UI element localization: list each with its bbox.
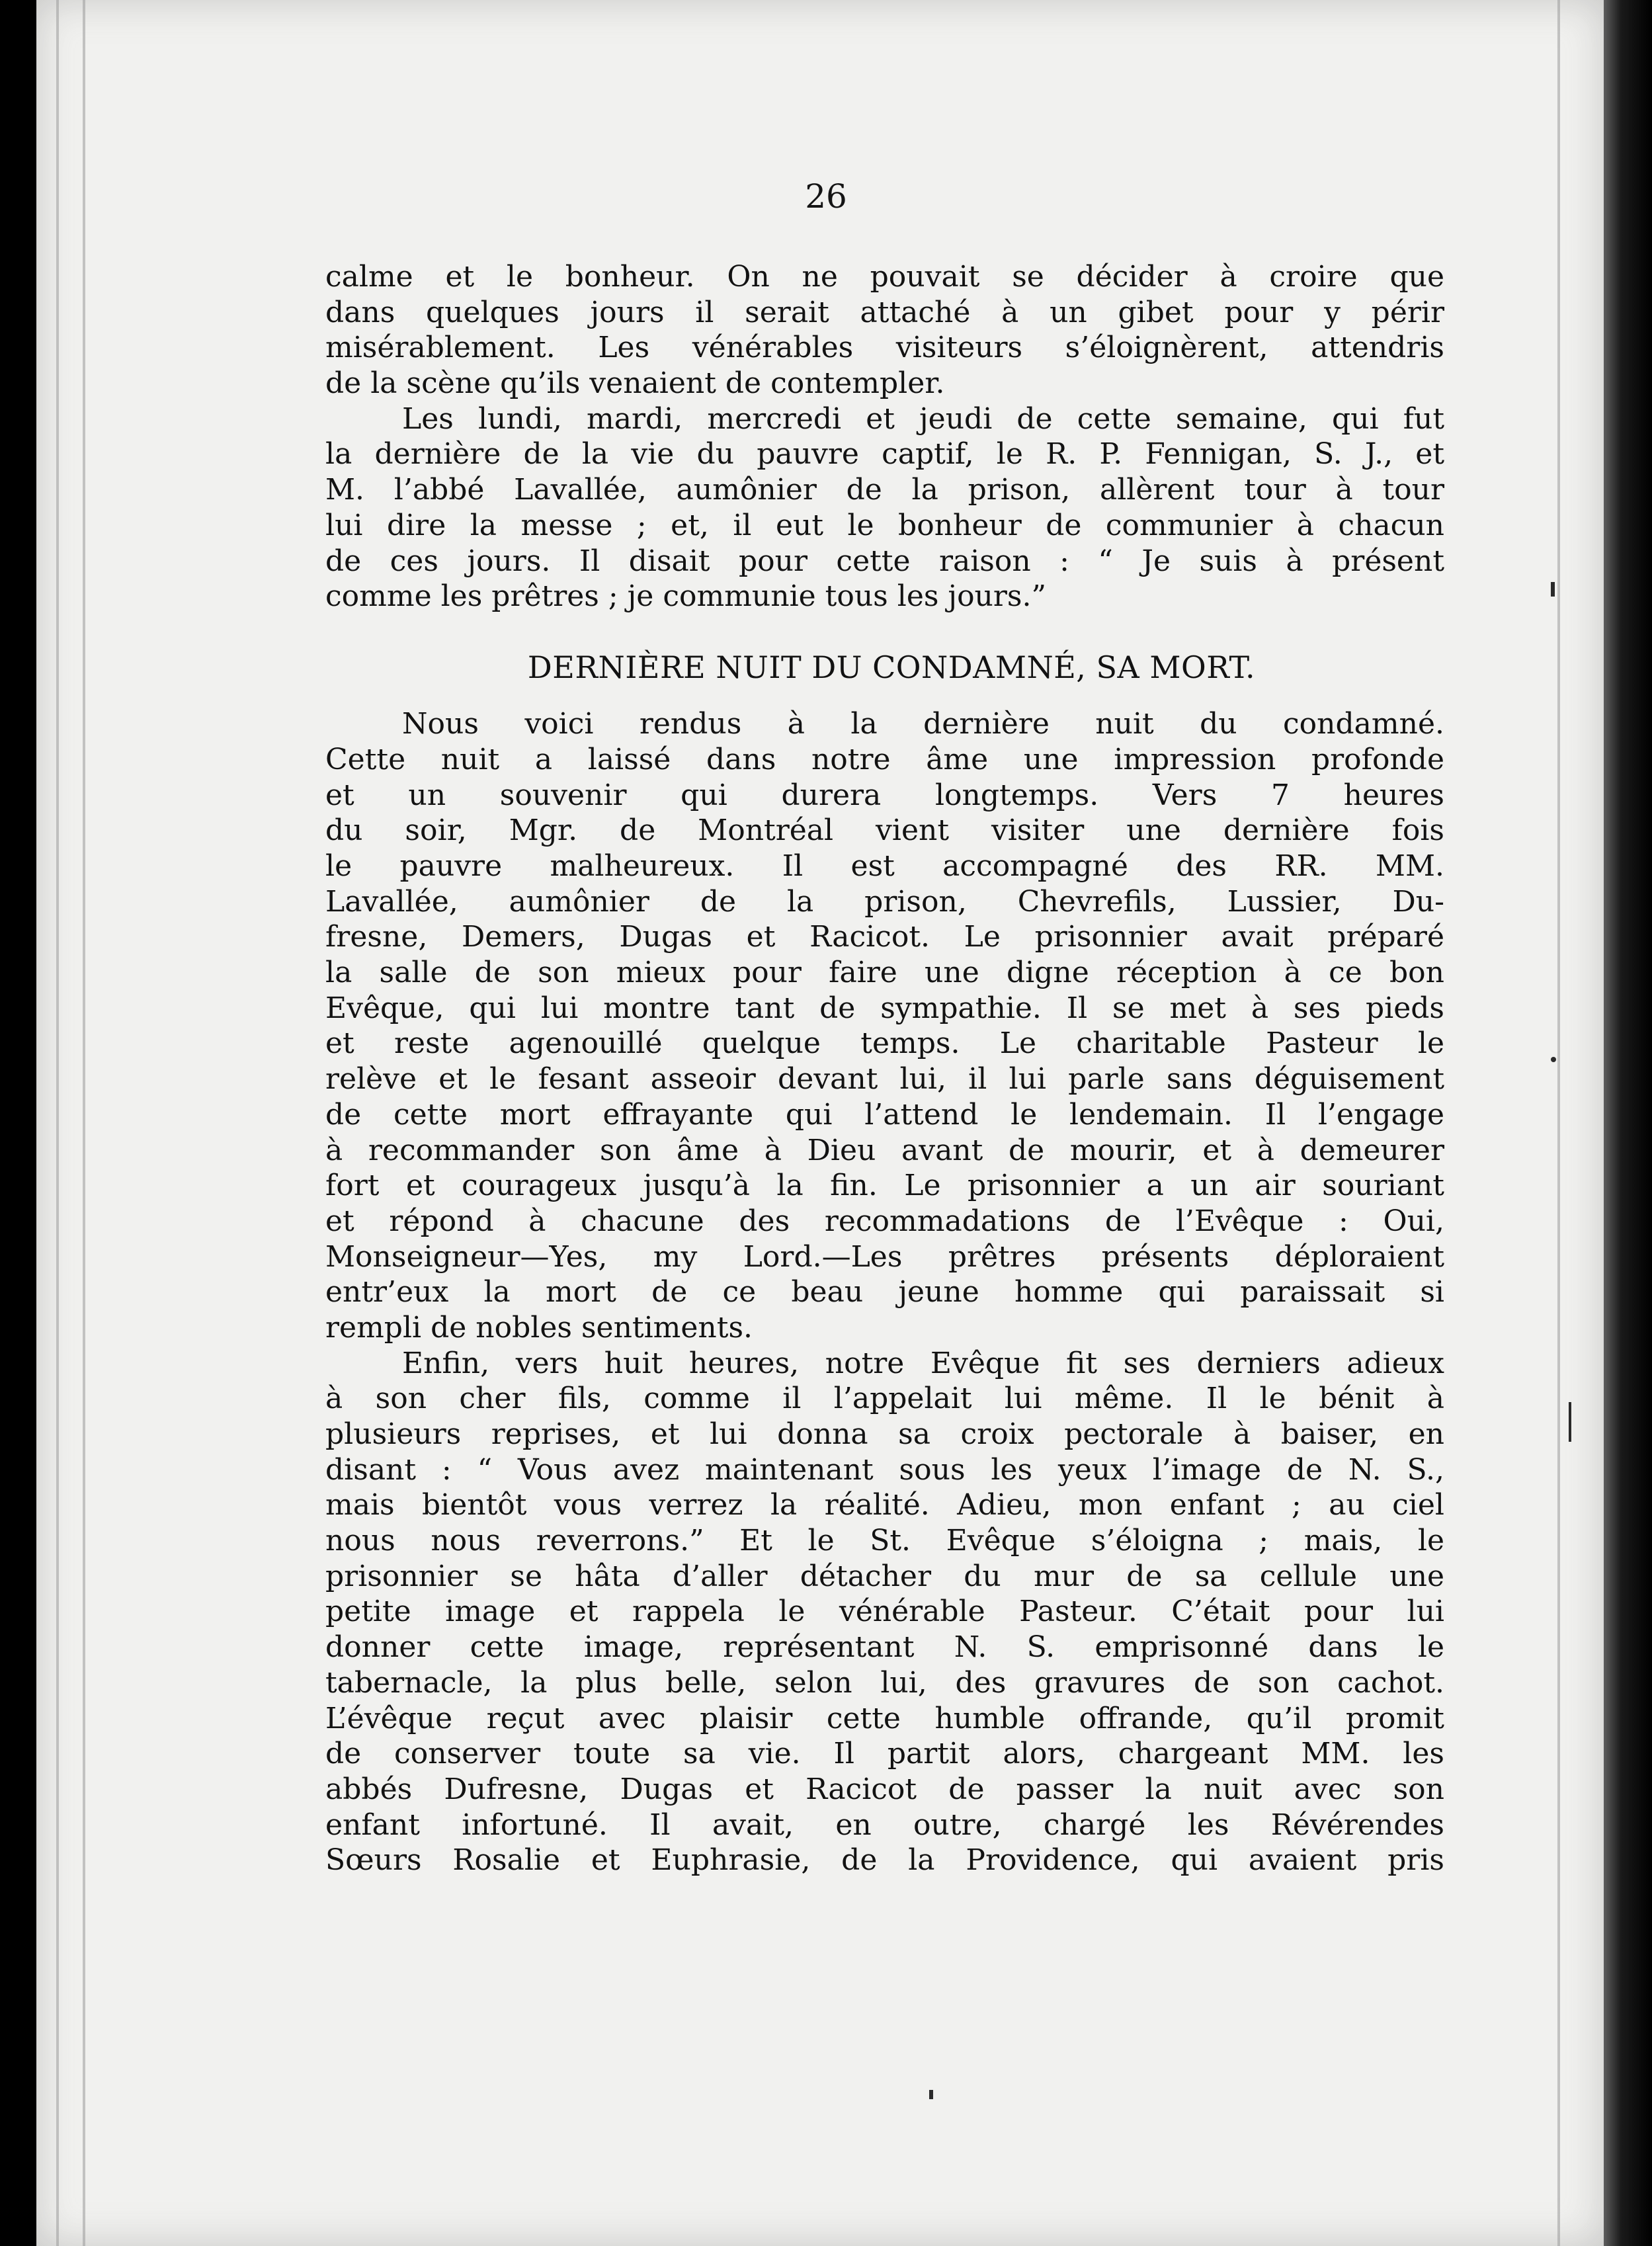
text-line: petite image et rappela le vénérable Pasteur. C’était pour lui: [325, 1595, 1444, 1629]
page-edge-line: [83, 0, 85, 2246]
text-line: Cette nuit a laissé dans notre âme une impression profonde: [325, 742, 1444, 776]
text-line: plusieurs reprises, et lui donna sa croix pectorale à baiser, en: [325, 1417, 1444, 1451]
text-line: à son cher fils, comme il l’appelait lui même. Il le bénit à: [325, 1382, 1444, 1416]
text-line: mais bientôt vous verrez la réalité. Adieu, mon enfant ; au ciel: [325, 1488, 1444, 1522]
scan-border-shadow: [1600, 0, 1652, 2246]
text-line: à recommander son âme à Dieu avant de mourir, et à demeurer: [325, 1133, 1444, 1167]
body-text: [325, 259, 1444, 1878]
text-line: et répond à chacune des recommadations de l’Evêque : Oui,: [325, 1204, 1444, 1238]
text-line: calme et le bonheur. On ne pouvait se décider à croire que: [325, 260, 1444, 294]
text-line: la dernière de la vie du pauvre captif, le R. P. Fennigan, S. J., et: [325, 437, 1444, 472]
text-line: donner cette image, représentant N. S. emprisonné dans le: [325, 1630, 1444, 1665]
paragraph-4: [325, 1346, 1444, 1878]
page-edge-line: [1557, 0, 1560, 2246]
text-line: le pauvre malheureux. Il est accompagné des RR. MM.: [325, 849, 1444, 883]
text-line: fort et courageux jusqu’à la fin. Le prisonnier a un air souriant: [325, 1169, 1444, 1203]
scan-speck: [1551, 1057, 1556, 1062]
text-line: relève et le fesant asseoir devant lui, il lui parle sans déguisement: [325, 1062, 1444, 1097]
paragraph-3: [325, 706, 1444, 1345]
text-line: et reste agenouillé quelque temps. Le charitable Pasteur le: [325, 1026, 1444, 1061]
text-line: de cette mort effrayante qui l’attend le lendemain. Il l’engage: [325, 1097, 1444, 1132]
text-line: Les lundi, mardi, mercredi et jeudi de cette semaine, qui fut: [402, 401, 1444, 436]
text-line: Sœurs Rosalie et Euphrasie, de la Providence, qui avaient pris: [325, 1843, 1444, 1878]
text-line: Evêque, qui lui montre tant de sympathie. Il se met à ses pieds: [325, 991, 1444, 1025]
text-line: de la scène qu’ils venaient de contempler.: [325, 366, 945, 401]
text-line: misérablement. Les vénérables visiteurs s’éloignèrent, attendris: [325, 331, 1444, 365]
text-line: L’évêque reçut avec plaisir cette humble offrande, qu’il promit: [325, 1701, 1444, 1735]
scan-speck: [929, 2090, 933, 2099]
text-line: du soir, Mgr. de Montréal vient visiter une dernière fois: [325, 813, 1444, 848]
text-line: lui dire la messe ; et, il eut le bonheur de communier à chacun: [325, 508, 1444, 542]
text-line: tabernacle, la plus belle, selon lui, des gravures de son cachot.: [325, 1665, 1444, 1700]
text-line: Enfin, vers huit heures, notre Evêque fit ses derniers adieux: [402, 1346, 1444, 1380]
text-line: de conserver toute sa vie. Il partit alors, chargeant MM. les: [325, 1737, 1444, 1771]
text-line: dans quelques jours il serait attaché à un gibet pour y périr: [325, 295, 1444, 329]
text-line: Lavallée, aumônier de la prison, Chevrefils, Lussier, Du-: [325, 884, 1444, 919]
text-line: enfant infortuné. Il avait, en outre, chargé les Révérendes: [325, 1808, 1444, 1842]
text-line: disant : “ Vous avez maintenant sous les yeux l’image de N. S.,: [325, 1452, 1444, 1487]
text-line: entr’eux la mort de ce beau jeune homme qui paraissait si: [325, 1275, 1444, 1310]
scan-speck: [1551, 582, 1555, 597]
text-line: Monseigneur—Yes, my Lord.—Les prêtres présents déploraient: [325, 1239, 1444, 1274]
text-line: M. l’abbé Lavallée, aumônier de la prison, allèrent tour à tour: [325, 473, 1444, 507]
text-line: de ces jours. Il disait pour cette raison : “ Je suis à présent: [325, 544, 1444, 578]
text-line: rempli de nobles sentiments.: [325, 1310, 753, 1345]
text-line: Nous voici rendus à la dernière nuit du condamné.: [402, 707, 1444, 741]
text-line: fresne, Demers, Dugas et Racicot. Le prisonnier avait préparé: [325, 920, 1444, 954]
paragraph-1: [325, 259, 1444, 401]
text-line: la salle de son mieux pour faire une digne réception à ce bon: [325, 956, 1444, 990]
page-edge-line: [56, 0, 59, 2246]
text-line: prisonnier se hâta d’aller détacher du mur de sa cellule une: [325, 1559, 1444, 1593]
paragraph-2: [325, 401, 1444, 614]
text-line: et un souvenir qui durera longtemps. Vers 7 heures: [325, 778, 1444, 812]
scan-speck: [1569, 1402, 1571, 1442]
text-line: nous nous reverrons.” Et le St. Evêque s’éloigna ; mais, le: [325, 1524, 1444, 1558]
text-line: abbés Dufresne, Dugas et Racicot de passer la nuit avec son: [325, 1772, 1444, 1806]
page-number: 26: [805, 177, 847, 216]
text-line: comme les prêtres ; je communie tous les jours.”: [325, 579, 1046, 614]
section-heading: DERNIÈRE NUIT DU CONDAMNÉ, SA MORT.: [527, 649, 1256, 685]
